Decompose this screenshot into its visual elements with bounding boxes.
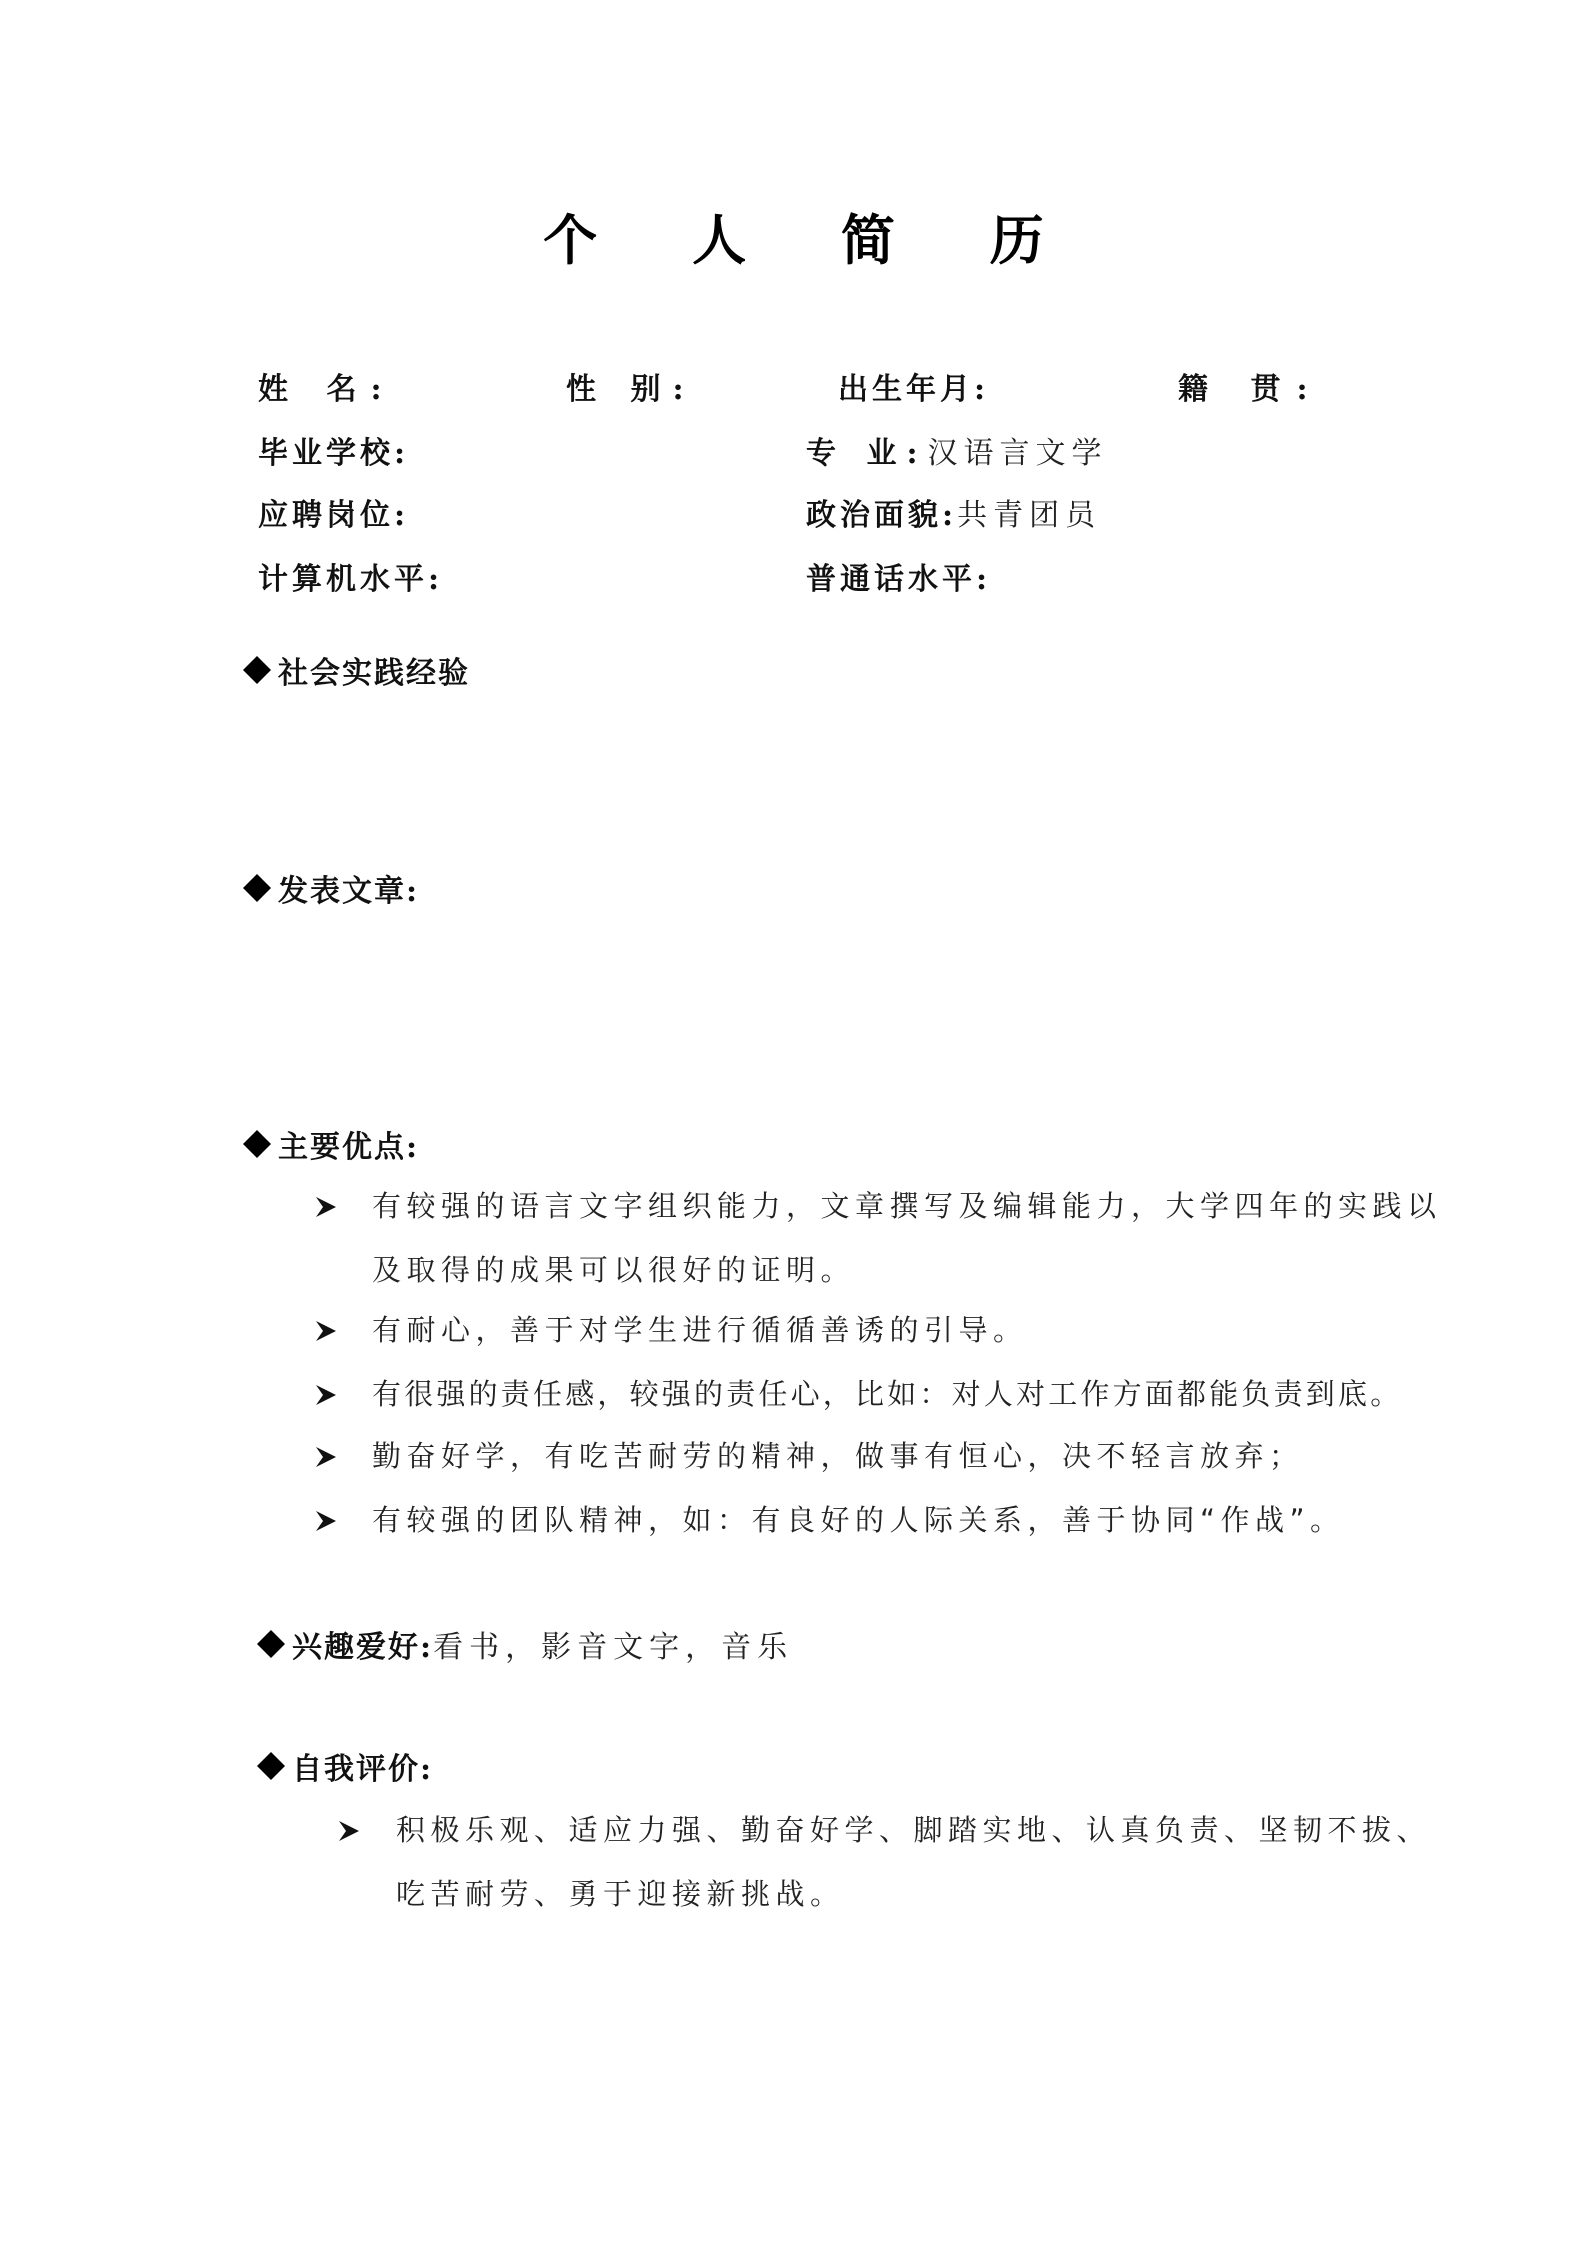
section-heading: 发表文章: bbox=[278, 874, 420, 909]
strength-item-line: 有较强的团队精神，如：有良好的人际关系，善于协同“作战”。 bbox=[372, 1503, 1345, 1537]
section-hobbies bbox=[260, 1630, 793, 1666]
arrowhead-icon bbox=[315, 1384, 337, 1410]
political-value: 共青团员 bbox=[957, 498, 1102, 533]
school-label: 毕业学校: bbox=[258, 436, 410, 471]
arrowhead-icon bbox=[338, 1820, 360, 1846]
strength-item-line: 有很强的责任感，较强的责任心，比如：对人对工作方面都能负责到底。 bbox=[372, 1377, 1403, 1411]
section-heading: 兴趣爱好: bbox=[292, 1630, 434, 1665]
political-label: 政治面貌: bbox=[806, 498, 958, 533]
diamond-icon bbox=[243, 656, 271, 684]
arrowhead-icon bbox=[315, 1196, 337, 1222]
diamond-icon bbox=[257, 1752, 285, 1780]
diamond-icon bbox=[257, 1630, 285, 1658]
arrowhead-icon bbox=[315, 1510, 337, 1536]
mandarin-level-label: 普通话水平: bbox=[806, 562, 992, 597]
birth-date-label: 出生年月: bbox=[838, 372, 990, 407]
arrowhead-icon bbox=[315, 1446, 337, 1472]
self-evaluation-line: 吃苦耐劳、勇于迎接新挑战。 bbox=[396, 1877, 845, 1911]
section-publications bbox=[246, 874, 419, 910]
page-title: 个 人 简 历 bbox=[543, 208, 1082, 272]
diamond-icon bbox=[243, 874, 271, 902]
native-place-label: 籍 贯: bbox=[1178, 372, 1324, 407]
self-evaluation-line: 积极乐观、适应力强、勤奋好学、脚踏实地、认真负责、坚韧不拔、 bbox=[396, 1813, 1432, 1847]
gender-label: 性 别: bbox=[566, 372, 696, 407]
hobbies-value: 看书，影音文字，音乐 bbox=[433, 1630, 794, 1665]
major-field bbox=[806, 436, 1108, 472]
section-strengths bbox=[246, 1130, 419, 1166]
political-field bbox=[806, 498, 1101, 534]
section-social-practice bbox=[246, 656, 470, 692]
strength-item-line: 有耐心，善于对学生进行循循善诱的引导。 bbox=[372, 1313, 1028, 1347]
section-heading: 自我评价: bbox=[292, 1752, 434, 1787]
position-label: 应聘岗位: bbox=[258, 498, 410, 533]
major-value: 汉语言文学 bbox=[927, 436, 1108, 471]
diamond-icon bbox=[243, 1130, 271, 1158]
name-label: 姓 名: bbox=[258, 372, 396, 407]
section-self-evaluation bbox=[260, 1752, 433, 1788]
section-heading: 社会实践经验 bbox=[278, 656, 470, 691]
strength-item-line: 及取得的成果可以很好的证明。 bbox=[372, 1253, 856, 1287]
computer-level-label: 计算机水平: bbox=[258, 562, 444, 597]
section-heading: 主要优点: bbox=[278, 1130, 420, 1165]
arrowhead-icon bbox=[315, 1320, 337, 1346]
major-label: 专 业: bbox=[806, 436, 928, 471]
strength-item-line: 有较强的语言文字组织能力，文章撰写及编辑能力，大学四年的实践以 bbox=[372, 1189, 1442, 1223]
strength-item-line: 勤奋好学，有吃苦耐劳的精神，做事有恒心，决不轻言放弃； bbox=[372, 1439, 1304, 1473]
